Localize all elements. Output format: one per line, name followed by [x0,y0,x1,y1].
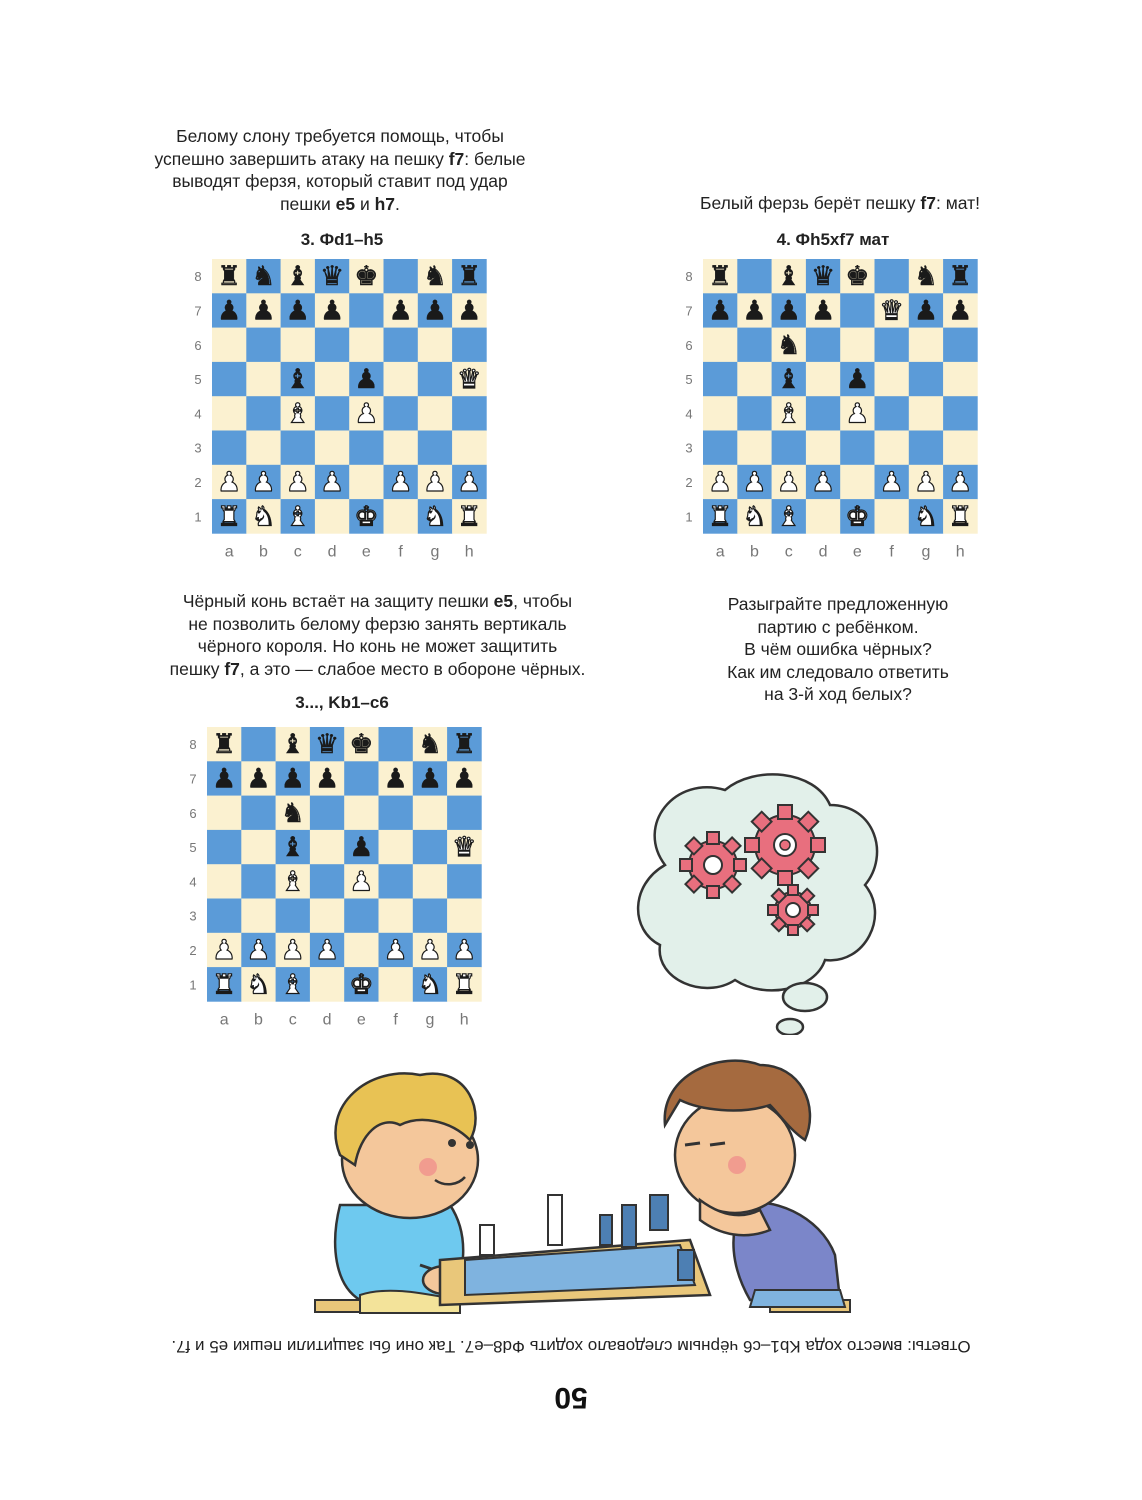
text-middle-left [90,590,665,680]
square-d4 [315,396,350,431]
square-f1 [384,499,419,534]
black-king-icon: ♚ [354,261,379,293]
square-f8 [379,727,414,762]
text-run: f7 [920,193,936,213]
file-label: e [356,1011,366,1029]
square-g5 [909,362,944,397]
white-king-icon: ♚ [349,969,374,1001]
board1-caption: 3. Фd1–h5 [300,230,384,249]
rank-label: 3 [685,440,693,456]
square-a6 [207,796,242,831]
square-e6 [344,796,379,831]
rank-label: 6 [685,337,693,353]
square-b3 [246,431,281,466]
white-bishop-icon: ♝ [776,501,801,533]
rank-label: 8 [189,737,197,753]
square-f3 [384,431,419,466]
square-f1 [875,499,910,534]
text-run: e5 [335,193,356,214]
file-label: b [258,543,268,561]
rank-label: 7 [189,771,197,787]
square-d4 [806,396,841,431]
rank-label: 8 [685,269,693,285]
white-pawn-icon: ♟ [422,466,448,498]
chessboard-icon [440,1195,710,1305]
rank-label: 4 [685,406,693,422]
rank-label: 5 [194,372,202,388]
square-b5 [246,362,281,397]
white-pawn-icon: ♟ [457,466,482,498]
square-d1 [310,967,345,1002]
white-pawn-icon: ♟ [452,934,477,966]
square-g5 [418,362,453,397]
square-e2 [349,465,384,500]
white-knight-icon: ♞ [422,501,448,533]
white-bishop-icon: ♝ [280,866,305,898]
square-d6 [315,328,350,363]
white-rook-icon: ♜ [217,501,242,533]
white-knight-icon: ♞ [913,501,939,533]
square-c3 [276,899,311,934]
square-b5 [737,362,772,397]
file-label: h [464,543,474,561]
square-a4 [212,396,247,431]
white-pawn-icon: ♟ [349,866,374,898]
square-b6 [246,328,281,363]
white-knight-icon: ♞ [417,969,443,1001]
square-h4 [452,396,487,431]
square-b3 [241,899,276,934]
rank-label: 3 [194,440,202,456]
gear-icon [680,832,746,898]
black-knight-icon: ♞ [913,261,939,293]
square-h3 [447,899,482,934]
square-f1 [379,967,414,1002]
black-pawn-icon: ♟ [845,364,870,396]
white-rook-icon: ♜ [708,501,733,533]
text-run: : белые [464,148,526,169]
white-rook-icon: ♜ [212,969,237,1001]
square-c3 [772,431,807,466]
square-b8 [737,259,772,294]
children-chess-illustration [300,1045,860,1315]
white-pawn-icon: ♟ [280,934,305,966]
rank-label: 1 [194,509,202,525]
square-d6 [806,328,841,363]
square-b4 [241,864,276,899]
rank-label: 7 [194,303,202,319]
text-run: Белому слону требуется помощь, чтобы [176,126,504,146]
white-rook-icon: ♜ [457,501,482,533]
black-pawn-icon: ♟ [280,763,305,795]
black-queen-icon: ♛ [314,729,340,761]
white-pawn-icon: ♟ [212,934,237,966]
white-king-icon: ♚ [354,501,379,533]
white-bishop-icon: ♝ [776,398,801,430]
square-a6 [212,328,247,363]
text-top-right [590,192,1090,215]
text-run: Чёрный конь встаёт на защиту пешки [182,591,494,611]
chessboard-2 [676,259,981,567]
square-e3 [840,431,875,466]
square-b5 [241,830,276,865]
white-pawn-icon: ♟ [251,466,276,498]
white-pawn-icon: ♟ [217,466,242,498]
rank-label: 4 [189,874,197,890]
rank-label: 2 [194,474,202,490]
file-label: d [327,543,337,561]
square-f5 [379,830,414,865]
black-pawn-icon: ♟ [319,295,345,327]
black-pawn-icon: ♟ [452,763,477,795]
square-b8 [241,727,276,762]
black-pawn-icon: ♟ [314,763,340,795]
black-rook-icon: ♜ [457,261,482,293]
rank-label: 1 [189,977,197,993]
white-pawn-icon: ♟ [845,398,870,430]
white-pawn-icon: ♟ [948,466,973,498]
text-run: : мат! [935,193,980,213]
black-bishop-icon: ♝ [280,729,305,761]
board3-caption: 3..., Kb1–c6 [295,693,389,712]
square-f5 [875,362,910,397]
black-rook-icon: ♜ [217,261,242,293]
white-pawn-icon: ♟ [285,466,310,498]
square-a5 [703,362,738,397]
square-g6 [909,328,944,363]
white-pawn-icon: ♟ [810,466,836,498]
square-h5 [943,362,978,397]
square-a5 [212,362,247,397]
square-d3 [310,899,345,934]
square-a3 [207,899,242,934]
chessboard-svg [185,259,490,567]
white-pawn-icon: ♟ [246,934,271,966]
square-h3 [452,431,487,466]
square-d5 [315,362,350,397]
square-e7 [840,293,875,328]
square-e2 [840,465,875,500]
text-run: Как им следовало ответить [727,661,949,682]
text-run: e5 [493,591,514,611]
text-run: пешки [280,193,336,214]
white-pawn-icon: ♟ [314,934,340,966]
square-f8 [875,259,910,294]
square-a4 [703,396,738,431]
square-e6 [840,328,875,363]
black-pawn-icon: ♟ [388,295,413,327]
black-pawn-icon: ♟ [246,763,271,795]
square-b6 [241,796,276,831]
square-h6 [943,328,978,363]
square-b4 [246,396,281,431]
rank-label: 8 [194,269,202,285]
file-label: g [921,543,931,561]
square-d3 [315,431,350,466]
file-label: c [288,1011,297,1029]
black-pawn-icon: ♟ [913,295,939,327]
square-b3 [737,431,772,466]
white-queen-icon: ♛ [879,295,904,327]
white-pawn-icon: ♟ [354,398,379,430]
square-g3 [413,899,448,934]
black-knight-icon: ♞ [417,729,443,761]
white-pawn-icon: ♟ [417,934,443,966]
black-pawn-icon: ♟ [422,295,448,327]
black-bishop-icon: ♝ [776,261,801,293]
text-run: Разыграйте предложенную [727,594,949,614]
text-run: h7 [374,193,396,214]
file-label: f [398,543,403,561]
black-pawn-icon: ♟ [217,295,242,327]
text-run: пешку [169,658,225,679]
square-g6 [413,796,448,831]
square-f6 [379,796,414,831]
rank-label: 6 [194,337,202,353]
black-pawn-icon: ♟ [742,295,767,327]
square-d3 [806,431,841,466]
black-king-icon: ♚ [845,261,870,293]
gear-icon [768,885,818,935]
square-a5 [207,830,242,865]
square-g6 [418,328,453,363]
white-bishop-icon: ♝ [285,398,310,430]
black-pawn-icon: ♟ [810,295,836,327]
text-run: f7 [448,148,465,169]
file-label: a [224,543,234,561]
rank-label: 7 [685,303,693,319]
square-f8 [384,259,419,294]
text-run: чёрного короля. Но конь не может защитить [197,636,558,656]
square-a3 [703,431,738,466]
rank-label: 2 [189,942,197,958]
square-d1 [806,499,841,534]
text-run: . [395,193,400,214]
file-label: e [361,543,371,561]
black-queen-icon: ♛ [319,261,345,293]
board2-caption: 4. Фh5xf7 мат [776,230,890,249]
black-knight-icon: ♞ [776,329,801,361]
square-d6 [310,796,345,831]
square-e2 [344,933,379,968]
rank-label: 1 [685,509,693,525]
black-pawn-icon: ♟ [383,763,408,795]
text-run: не позволить белому ферзю занять вертикаль [188,613,567,634]
file-label: h [459,1011,469,1029]
square-d5 [310,830,345,865]
white-pawn-icon: ♟ [708,466,733,498]
black-bishop-icon: ♝ [285,261,310,293]
file-label: g [425,1011,435,1029]
black-bishop-icon: ♝ [285,364,310,396]
text-top-left [90,125,590,215]
white-pawn-icon: ♟ [776,466,801,498]
black-bishop-icon: ♝ [776,364,801,396]
square-d4 [310,864,345,899]
text-middle-right [588,593,1088,706]
black-pawn-icon: ♟ [708,295,733,327]
black-knight-icon: ♞ [280,797,305,829]
square-a6 [703,328,738,363]
white-pawn-icon: ♟ [388,466,413,498]
black-pawn-icon: ♟ [948,295,973,327]
file-label: e [852,543,862,561]
black-pawn-icon: ♟ [285,295,310,327]
file-label: c [784,543,793,561]
black-pawn-icon: ♟ [457,295,482,327]
thought-bubble-icon [625,765,895,1035]
square-g4 [418,396,453,431]
text-run: выводят ферзя, который ставит под удар [172,171,508,191]
white-pawn-icon: ♟ [383,934,408,966]
file-label: d [818,543,828,561]
square-h4 [943,396,978,431]
rank-label: 5 [189,840,197,856]
text-run: , чтобы [513,591,573,611]
square-f4 [875,396,910,431]
square-c3 [281,431,316,466]
square-f4 [384,396,419,431]
text-run: В чём ошибка чёрных? [744,639,932,659]
black-pawn-icon: ♟ [212,763,237,795]
black-rook-icon: ♜ [948,261,973,293]
square-h6 [452,328,487,363]
file-label: a [715,543,725,561]
white-rook-icon: ♜ [452,969,477,1001]
square-h6 [447,796,482,831]
black-rook-icon: ♜ [708,261,733,293]
black-rook-icon: ♜ [452,729,477,761]
file-label: h [955,543,965,561]
square-d1 [315,499,350,534]
text-run: , а это — слабое место в обороне чёрных. [239,658,586,679]
square-e3 [349,431,384,466]
square-g4 [413,864,448,899]
black-pawn-icon: ♟ [349,832,374,864]
file-label: a [219,1011,229,1029]
black-king-icon: ♚ [349,729,374,761]
square-a4 [207,864,242,899]
square-f3 [875,431,910,466]
square-f4 [379,864,414,899]
answer-upside-down: Ответы: вместо хода Kb1–c6 чёрным следовало ходить Фd8–e7. Так они бы защитили пешки e5 и f7. [171,1337,971,1356]
square-e7 [344,761,379,796]
square-g3 [418,431,453,466]
square-f5 [384,362,419,397]
text-run: партию с ребёнком. [757,616,919,637]
square-c6 [281,328,316,363]
square-a3 [212,431,247,466]
page-number: 50 [554,1381,588,1414]
file-label: f [393,1011,398,1029]
black-pawn-icon: ♟ [354,364,379,396]
square-g4 [909,396,944,431]
black-pawn-icon: ♟ [417,763,443,795]
white-queen-icon: ♛ [452,832,477,864]
square-h3 [943,431,978,466]
text-run: f7 [224,658,240,679]
black-bishop-icon: ♝ [280,832,305,864]
chessboard-1 [185,259,490,567]
chessboard-3 [180,727,485,1035]
gear-icon [745,805,825,885]
rank-label: 3 [189,908,197,924]
file-label: f [889,543,894,561]
text-run: и [355,193,375,214]
rank-label: 2 [685,474,693,490]
white-knight-icon: ♞ [246,969,271,1001]
text-run: Белый ферзь берёт пешку [700,193,921,213]
file-label: b [253,1011,263,1029]
black-queen-icon: ♛ [810,261,836,293]
chessboard-svg [180,727,485,1035]
white-pawn-icon: ♟ [319,466,345,498]
square-e6 [349,328,384,363]
white-rook-icon: ♜ [948,501,973,533]
square-g3 [909,431,944,466]
square-h4 [447,864,482,899]
black-rook-icon: ♜ [212,729,237,761]
white-bishop-icon: ♝ [280,969,305,1001]
rank-label: 6 [189,805,197,821]
square-e7 [349,293,384,328]
white-pawn-icon: ♟ [742,466,767,498]
square-b4 [737,396,772,431]
white-queen-icon: ♛ [457,364,482,396]
square-e3 [344,899,379,934]
white-king-icon: ♚ [845,501,870,533]
square-b6 [737,328,772,363]
square-g5 [413,830,448,865]
white-knight-icon: ♞ [251,501,276,533]
white-knight-icon: ♞ [742,501,767,533]
rank-label: 4 [194,406,202,422]
white-bishop-icon: ♝ [285,501,310,533]
file-label: d [322,1011,332,1029]
white-pawn-icon: ♟ [879,466,904,498]
file-label: g [430,543,440,561]
rank-label: 5 [685,372,693,388]
black-knight-icon: ♞ [251,261,276,293]
square-d5 [806,362,841,397]
black-pawn-icon: ♟ [776,295,801,327]
file-label: b [749,543,759,561]
white-pawn-icon: ♟ [913,466,939,498]
black-pawn-icon: ♟ [251,295,276,327]
black-knight-icon: ♞ [422,261,448,293]
file-label: c [293,543,302,561]
square-f6 [384,328,419,363]
chessboard-svg [676,259,981,567]
square-f6 [875,328,910,363]
text-run: успешно завершить атаку на пешку [154,148,449,169]
text-run: на 3-й ход белых? [764,684,912,704]
square-f3 [379,899,414,934]
